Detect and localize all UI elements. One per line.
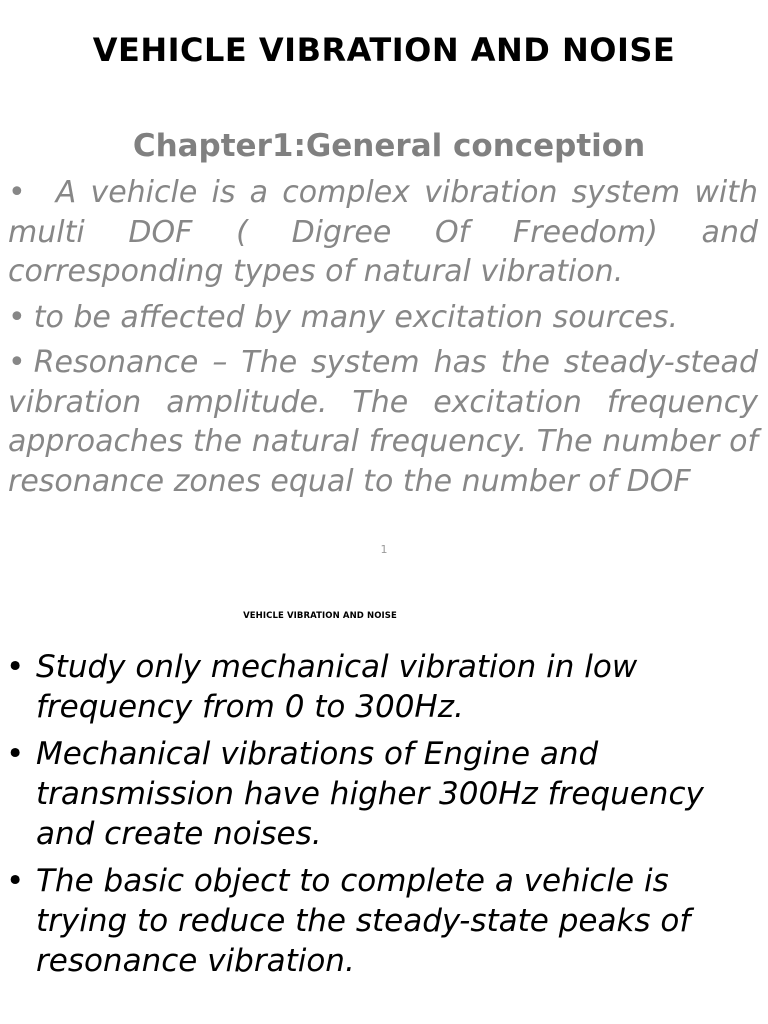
bullet-item: [6, 647, 762, 727]
bullet-item: [8, 298, 758, 338]
bullet-marker: •: [6, 863, 25, 899]
bullet-marker: •: [8, 299, 26, 335]
chapter-heading: Chapter1:General conception: [132, 128, 646, 164]
slide-2: [0, 570, 768, 1024]
bullet-marker: •: [8, 345, 26, 380]
bullet-marker: •: [6, 649, 25, 685]
page-number: 1: [380, 543, 388, 556]
bullet-marker: •: [8, 175, 26, 210]
bullet-item: [6, 734, 762, 854]
slide-title: VEHICLE VIBRATION AND NOISE: [92, 31, 676, 69]
slide-header: VEHICLE VIBRATION AND NOISE: [243, 611, 397, 621]
bullet-item: [8, 173, 758, 292]
bullet-item: [6, 861, 762, 981]
slide-2-bullet-list: [6, 647, 762, 988]
slide-1-bullet-list: [8, 173, 758, 507]
bullet-text: Mechanical vibrations of Engine and transmission have higher 300Hz frequency and create noises.: [36, 736, 704, 852]
bullet-text: Study only mechanical vibration in low frequency from 0 to 300Hz.: [36, 649, 638, 725]
bullet-text: Resonance – The system has the steady-stead vibration amplitude. The excitation frequency approaches the natural frequency. The number of resonance zones equal to the number of DOF: [8, 345, 758, 499]
bullet-text: A vehicle is a complex vibration system with multi DOF ( Digree Of Freedom) and corresponding types of natural vibration.: [8, 175, 758, 289]
bullet-text: to be affected by many excitation sources.: [33, 299, 679, 335]
bullet-marker: •: [6, 736, 25, 772]
bullet-text: The basic object to complete a vehicle is trying to reduce the steady-state peaks of resonance vibration.: [36, 863, 691, 979]
bullet-item: [8, 343, 758, 501]
